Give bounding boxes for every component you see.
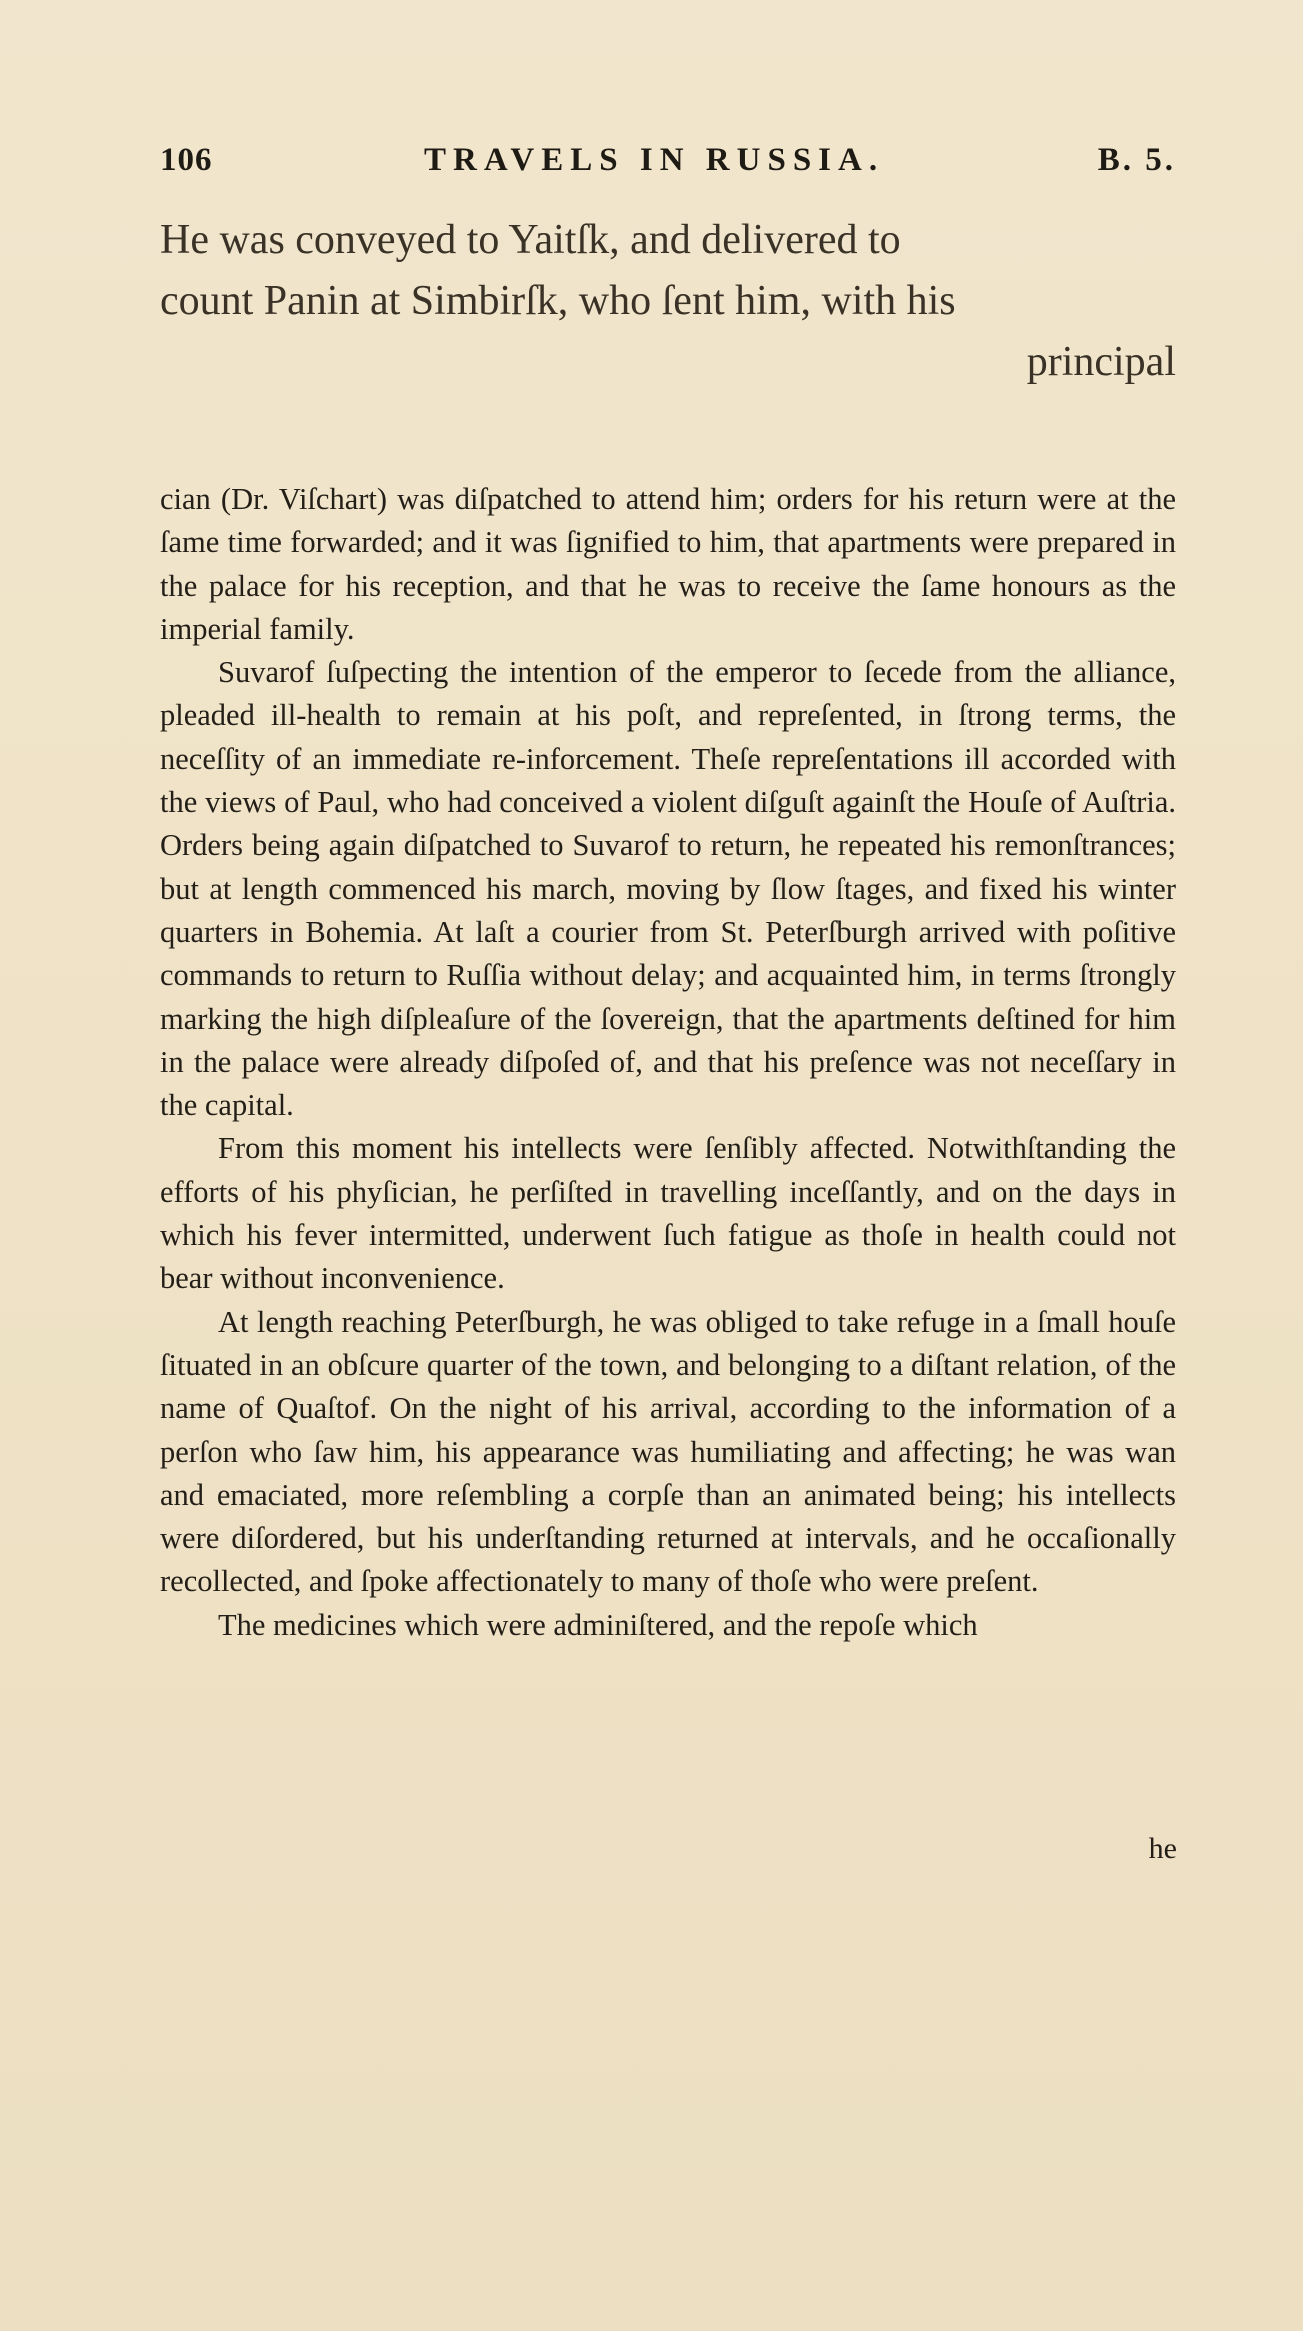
overlapping-page-text (160, 210, 1176, 393)
book-number: B. 5. (1097, 142, 1176, 178)
overlap-line: principal (1026, 339, 1176, 385)
paragraph: Suvarof ſuſpecting the intention of the emperor to ſecede from the alliance, pleaded ill-health to remain at his poſt, and repreſented, in ſtrong terms, the neceſſity of an immediate re-inforcement. Theſe repreſentations ill accorded with the views of Paul, who had conceived a violent diſguſt againſt the Houſe of Auſtria. Orders being again diſpatched to Suvarof to return, he repeated his remonſtrances; but at length commenced his march, moving by ſlow ſtages, and fixed his winter quarters in Bohemia. At laſt a courier from St. Peterſburgh arrived with poſitive commands to return to Ruſſia without delay; and acquainted him, in terms ſtrongly marking the high diſpleaſure of the ſovereign, that the apartments deſtined for him in the palace were already diſpoſed of, and that his preſence was not neceſſary in the capital. (160, 655, 1176, 1123)
paragraph: The medicines which were adminiſtered, and the repoſe which (218, 1607, 978, 1642)
paragraph: From this moment his intellects were ſenſibly affected. Notwithſtanding the efforts of his phyſician, he perſiſted in travelling inceſſantly, and on the days in which his fever intermitted, underwent ſuch fatigue as thoſe in health could not bear without inconvenience. (160, 1131, 1176, 1296)
body-text (160, 478, 1176, 1647)
page-number: 106 (160, 142, 213, 178)
catchword: he (1148, 1832, 1177, 1865)
paragraph: cian (Dr. Viſchart) was diſpatched to attend him; orders for his return were at the ſame time forwarded; and it was ſignified to him, that apartments were prepared in the palace for his reception, and that he was to receive the ſame honours as the imperial family. (160, 482, 1176, 646)
running-title: TRAVELS IN RUSSIA. (424, 142, 885, 178)
paragraph: At length reaching Peterſburgh, he was obliged to take refuge in a ſmall houſe ſituated in an obſcure quarter of the town, and belonging to a diſtant relation, of the name of Quaſtof. On the night of his arrival, according to the information of a perſon who ſaw him, his appearance was humiliating and affecting; he was wan and emaciated, more reſembling a corpſe than an animated being; his intellects were diſordered, but his underſtanding returned at intervals, and he occaſionally recollected, and ſpoke affectionately to many of thoſe who were preſent. (160, 1304, 1176, 1599)
overlap-line: He was conveyed to Yaitſk, and delivered to (160, 217, 901, 263)
running-head (160, 142, 1176, 192)
overlap-line: count Panin at Simbirſk, who ſent him, with his (160, 278, 956, 324)
